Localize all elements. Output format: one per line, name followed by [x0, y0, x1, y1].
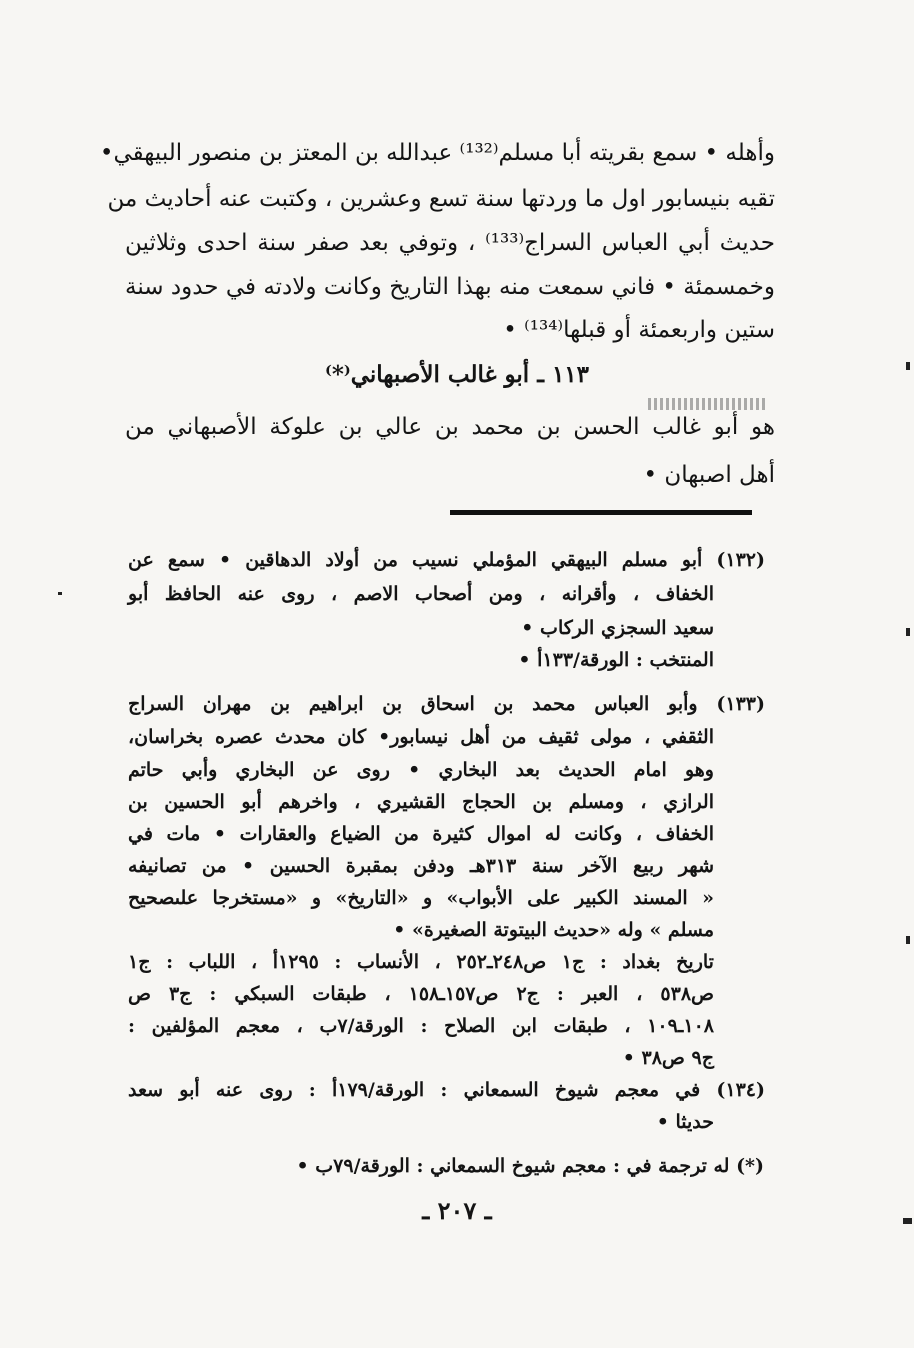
- fn133-line-4: الرازي ، ومسلم بن الحجاج القشيري ، واخرهم أبو الحسين بن: [128, 791, 714, 813]
- fn133-line-9: تاريخ بغداد : ج١ ص٢٤٨ـ٢٥٢ ، الأنساب : ١٢٩٥أ ، اللباب : ج١: [128, 951, 714, 973]
- fn134-line-1: (١٣٤) في معجم شيوخ السمعاني : الورقة/١٧٩أ : روى عنه أبو سعد: [128, 1079, 765, 1101]
- main-line-3: حديث أبي العباس السراج⁽¹³³⁾ ، وتوفي بعد صفر سنة احدى وثلاثين: [125, 230, 775, 256]
- fn133-line-8: مسلم » وله «حديث البيتوتة الصغيرة» •: [393, 919, 714, 941]
- fn132-line-2: الخفاف ، وأقرانه ، ومن أصحاب الاصم ، روى عنه الحافظ أبو: [128, 583, 714, 605]
- footnote-separator: [450, 510, 752, 515]
- entry-line-1: هو أبو غالب الحسن بن محمد بن عالي بن علوكة الأصبهاني من: [125, 414, 775, 440]
- fn132-line-1: (١٣٢) أبو مسلم البيهقي المؤملي نسيب من أولاد الدهاقين • سمع عن: [128, 549, 765, 571]
- fn133-line-3: وهو امام الحديث بعد البخاري • روى عن البخاري وأبي حاتم: [128, 759, 714, 781]
- fn132-line-3: سعيد السجزي الركاب •: [521, 617, 714, 639]
- fn133-line-11: ١٠٨ـ١٠٩ ، طبقات ابن الصلاح : الورقة/٧ب ، معجم المؤلفين :: [128, 1015, 714, 1037]
- scan-mark: [906, 362, 910, 370]
- fn133-line-2: الثقفي ، مولى ثقيف من أهل نيسابور• كان محدث عصره بخراسان،: [128, 726, 714, 748]
- main-line-2: تقيه بنيسابور اول ما وردتها سنة تسع وعشرين ، وكتبت عنه أحاديث من: [107, 186, 775, 212]
- main-line-1: وأهله • سمع بقريته أبا مسلم⁽¹³²⁾ عبدالله بن المعتز بن منصور البيهقي•: [99, 140, 775, 166]
- entry-heading: ١١٣ ـ أبو غالب الأصبهاني⁽*⁾: [324, 361, 590, 388]
- main-line-4: وخمسمئة • فاني سمعت منه بهذا التاريخ وكانت ولادته في حدود سنة: [125, 274, 775, 300]
- fn133-line-1: (١٣٣) وأبو العباس محمد بن اسحاق بن ابراهيم بن مهران السراج: [128, 693, 765, 715]
- entry-line-2: أهل اصبهان •: [643, 462, 775, 488]
- fn133-line-5: الخفاف ، وكانت له اموال كثيرة من الضياع والعقارات • مات في: [128, 823, 714, 845]
- print-smudge: [648, 398, 766, 410]
- fn133-line-10: ص٥٣٨ ، العبر : ج٢ ص١٥٧ـ١٥٨ ، طبقات السبكي : ج٣ ص: [128, 983, 715, 1005]
- scan-mark: [58, 592, 62, 595]
- main-line-5: ستين واربعمئة أو قبلها⁽¹³⁴⁾ •: [503, 317, 775, 343]
- scan-mark: [906, 628, 910, 636]
- scan-mark: [903, 1218, 912, 1224]
- fn-star: (*) له ترجمة في : معجم شيوخ السمعاني : الورقة/٧٩ب •: [296, 1155, 764, 1177]
- scan-mark: [906, 936, 910, 944]
- fn133-line-12: ج٩ ص٣٨ •: [622, 1047, 714, 1069]
- fn133-line-7: « المسند الكبير على الأبواب» و «التاريخ» و «مستخرجا علىصحيح: [128, 887, 714, 909]
- fn132-line-4: المنتخب : الورقة/١٣٣أ •: [518, 649, 714, 671]
- fn134-line-2: حديثا •: [656, 1111, 714, 1133]
- fn133-line-6: شهر ربيع الآخر سنة ٣١٣هـ ودفن بمقبرة الحسين • من تصانيفه: [128, 855, 714, 877]
- page-number: ـ ٢٠٧ ـ: [422, 1196, 492, 1225]
